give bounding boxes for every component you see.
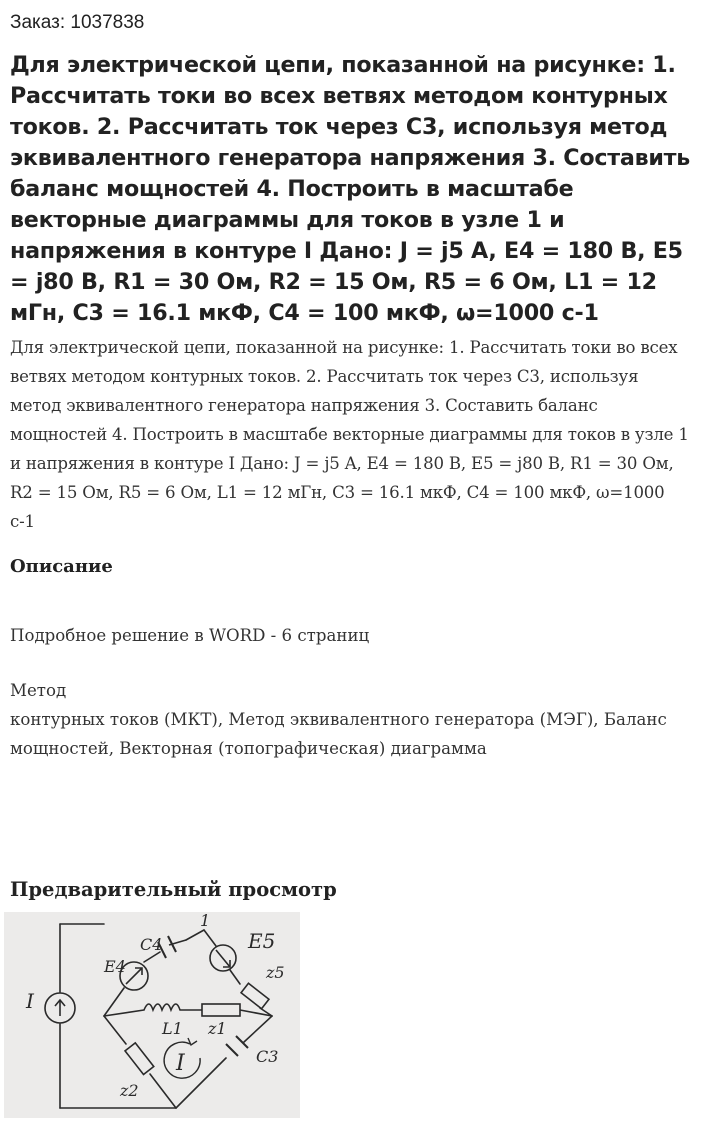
z5-label: z5 <box>266 963 285 982</box>
preview-title: Предварительный просмотр <box>10 878 337 901</box>
current-source-icon <box>45 993 75 1023</box>
e4-label: E4 <box>104 957 126 976</box>
order-number: Заказ: 1037838 <box>10 12 145 33</box>
e5-label: E5 <box>248 929 276 953</box>
circuit-preview <box>4 912 300 1118</box>
z2-label: z2 <box>120 1081 139 1100</box>
method-label: Метод <box>10 681 67 700</box>
task-text: Для электрической цепи, показанной на рисунке: 1. Рассчитать токи во всех ветвях методом контурных токов. 2. Рассчитать ток через С3, используя метод эквивалентного генератора напряжения 3. Составить баланс мощностей 4. Построить в масштабе векторные диаграммы для токов в узле 1 и напряжения в контуре I Дано: J = j5 A, E4 = 180 В, E5 = j80 В, R1 = 30 Ом, R2 = 15 Ом, R5 = 6 Ом, L1 = 12 мГн, C3 = 16.1 мкФ, C4 = 100 мкФ, ω=1000 с-1 <box>10 338 689 531</box>
z1-label: z1 <box>208 1019 227 1038</box>
node-1-label: 1 <box>200 912 211 930</box>
capacitor-c3-icon <box>226 1036 248 1056</box>
description-title: Описание <box>10 556 113 577</box>
resistor-z2-icon <box>125 1043 154 1075</box>
c4-label: C4 <box>140 935 163 954</box>
resistor-z1-icon <box>202 1004 240 1016</box>
methods-list: контурных токов (МКТ), Метод эквивалентного генератора (МЭГ), Баланс мощностей, Векторная (топографическая) диаграмма <box>10 710 667 758</box>
solution-info: Подробное решение в WORD - 6 страниц <box>10 626 370 645</box>
l1-label: L1 <box>162 1019 183 1038</box>
circuit-diagram <box>4 912 300 1118</box>
loop-label: I <box>176 1051 185 1076</box>
current-source-label: I <box>26 989 34 1013</box>
inductor-l1-icon <box>144 1004 180 1010</box>
resistor-z5-icon <box>241 983 269 1008</box>
task-heading: Для электрической цепи, показанной на рисунке: 1. Рассчитать токи во всех ветвях методом контурных токов. 2. Рассчитать ток через С3, используя метод эквивалентного генератора напряжения 3. Составить баланс мощностей 4. Построить в масштабе векторные диаграммы для токов в узле 1 и напряжения в контуре I Дано: J = j5 A, E4 = 180 В, E5 = j80 В, R1 = 30 Ом, R2 = 15 Ом, R5 = 6 Ом, L1 = 12 мГн, C3 = 16.1 мкФ, C4 = 100 мкФ, ω=1000 с-1 <box>10 52 691 326</box>
voltage-source-e5-icon <box>210 945 236 971</box>
c3-label: C3 <box>256 1047 279 1066</box>
